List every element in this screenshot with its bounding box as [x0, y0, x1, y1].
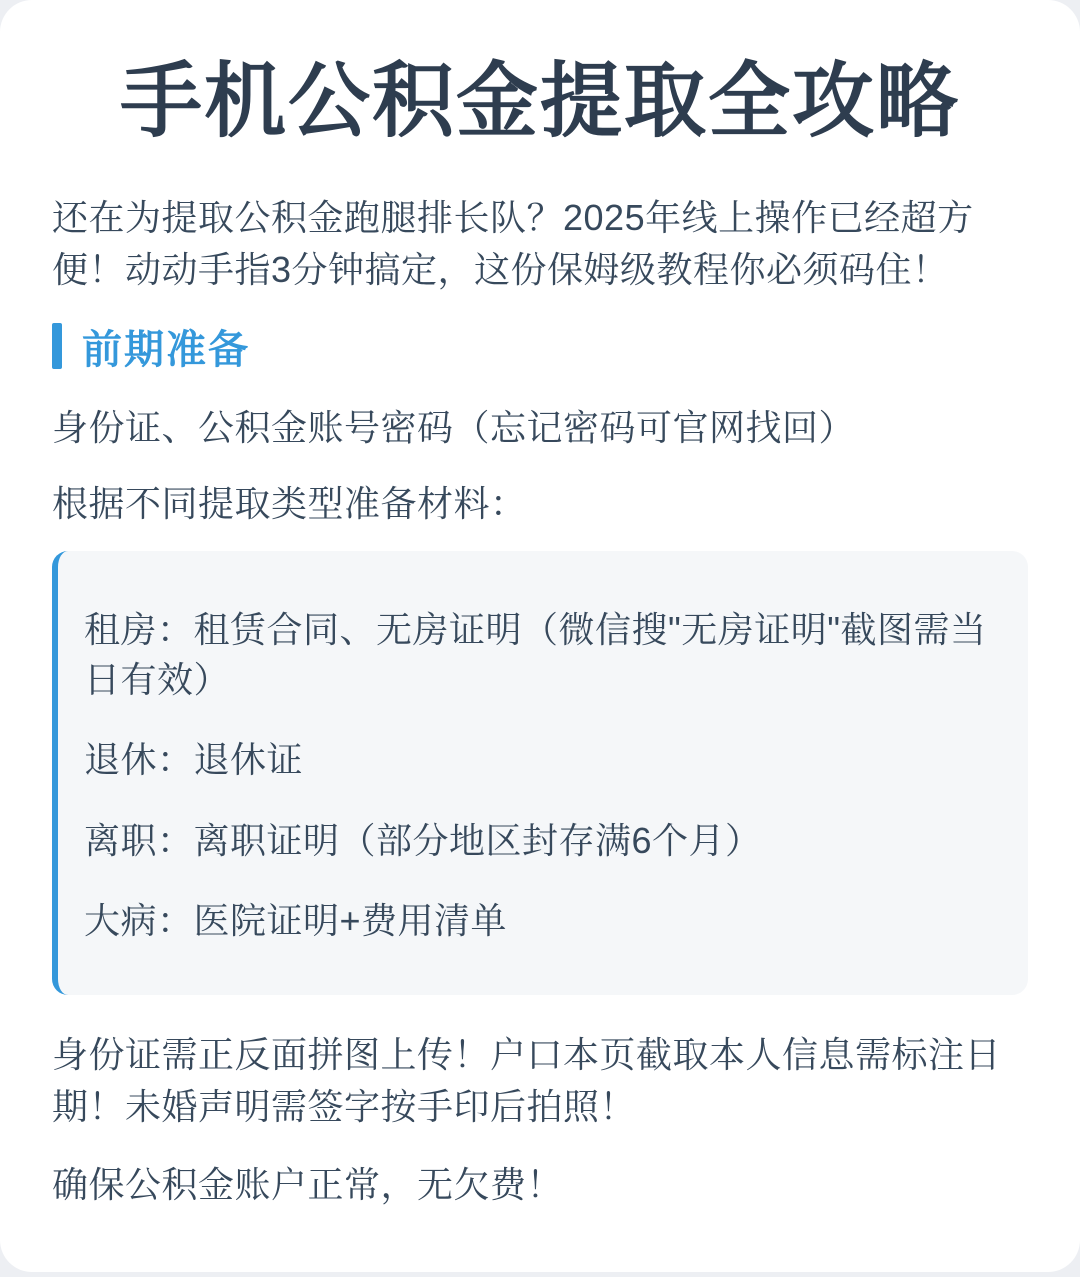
materials-intro-paragraph: 根据不同提取类型准备材料： [52, 483, 527, 525]
section-header [52, 322, 1028, 370]
prep-documents-paragraph: 身份证、公积金账号密码（忘记密码可官网找回） [52, 407, 856, 449]
material-item-resignation: 离职：离职证明（部分地区封存满6个月） [84, 819, 762, 861]
section-accent-bar [52, 323, 62, 369]
material-item-illness: 大病：医院证明+费用清单 [84, 900, 508, 942]
section-heading: 前期准备 [82, 327, 250, 372]
material-item-renting: 租房：租赁合同、无房证明（微信搜"无房证明"截图需当日有效） [84, 608, 987, 700]
account-status-paragraph: 确保公积金账户正常，无欠费！ [52, 1163, 564, 1205]
material-item-retirement: 退休：退休证 [84, 739, 304, 781]
upload-note-paragraph: 身份证需正反面拼图上传！户口本页截取本人信息需标注日期！未婚声明需签字按手印后拍照！ [52, 1033, 1002, 1127]
intro-paragraph: 还在为提取公积金跑腿排长队？2025年线上操作已经超方便！动动手指3分钟搞定，这份保姆级教程你必须码住！ [52, 196, 974, 291]
materials-box [52, 551, 1028, 995]
page-title: 手机公积金提取全攻略 [119, 56, 960, 147]
